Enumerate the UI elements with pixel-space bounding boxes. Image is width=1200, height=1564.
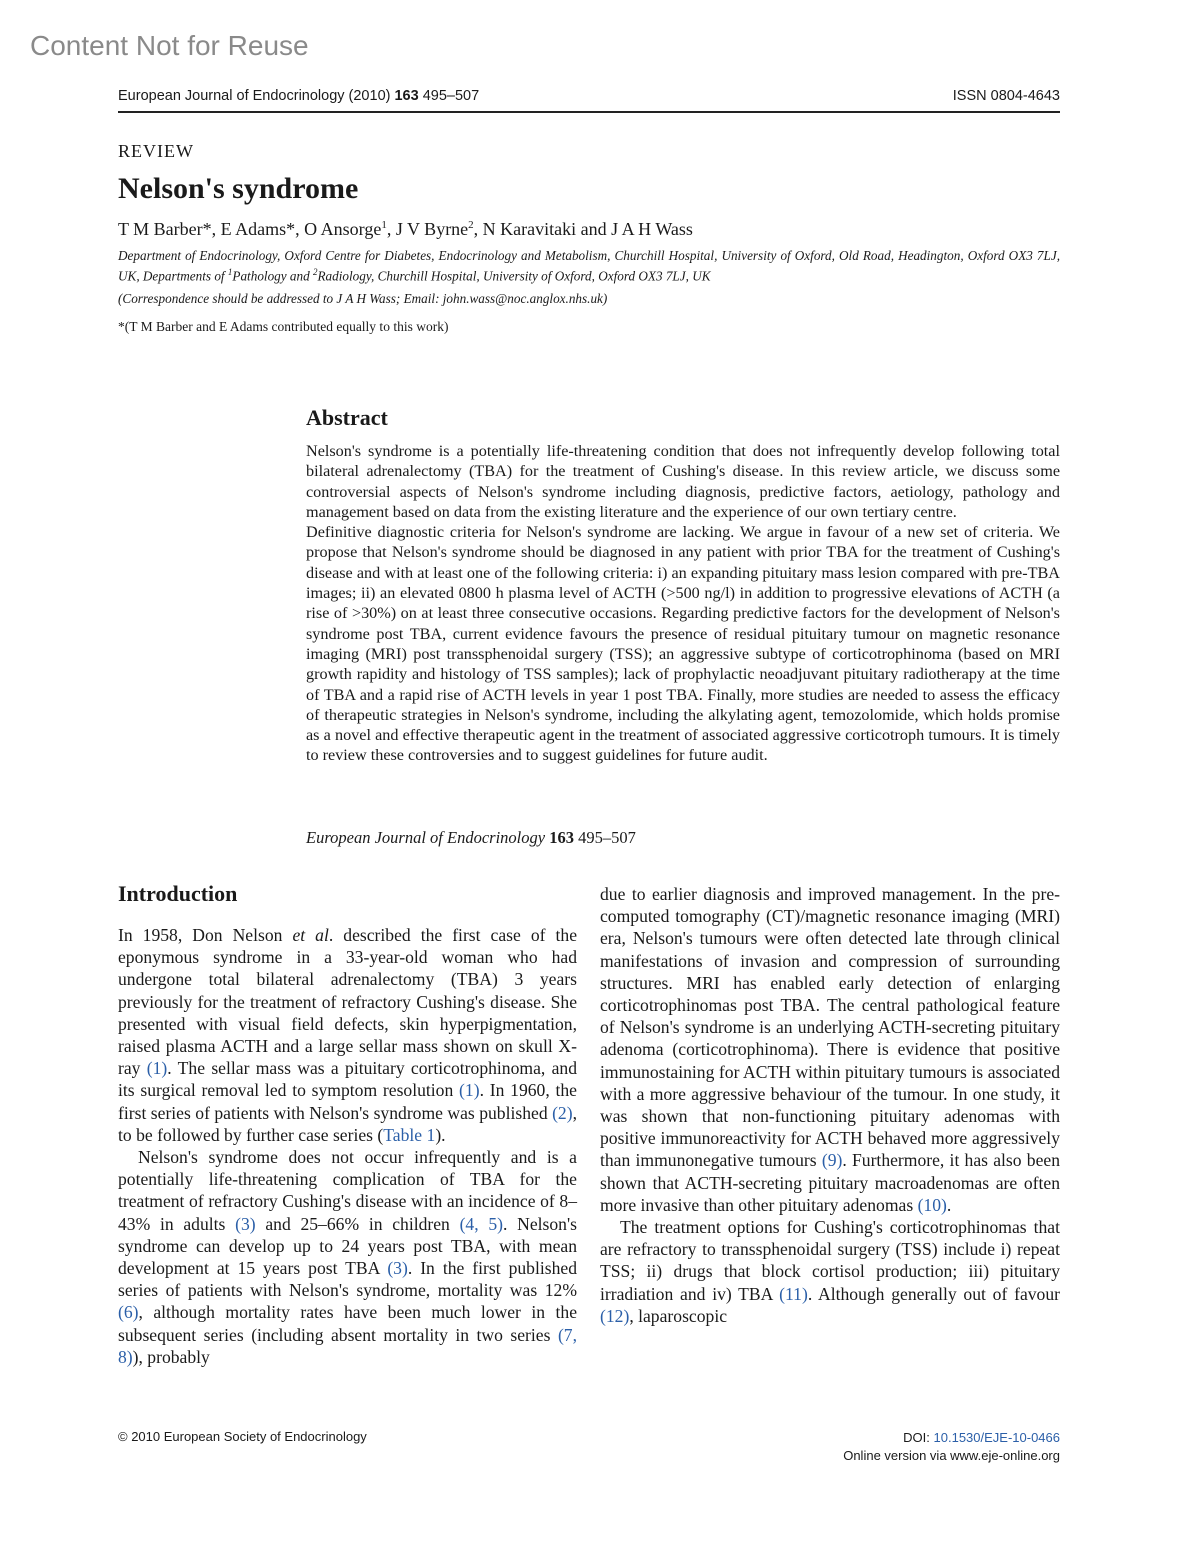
text-run: . In 1960, the first series of patients with Nelson's syndrome was published xyxy=(118,1080,577,1123)
equal-contribution-note: *(T M Barber and E Adams contributed equally to this work) xyxy=(118,319,449,334)
citation-link[interactable]: (9) xyxy=(821,1150,843,1171)
abstract-citation: European Journal of Endocrinology 163 495–507 xyxy=(306,828,636,847)
article-title: Nelson's syndrome xyxy=(118,172,359,205)
citation-link[interactable]: (7, 8) xyxy=(118,1324,577,1367)
citation-link[interactable]: Table 1 xyxy=(383,1124,436,1145)
correspondence: (Correspondence should be addressed to J A H Wass; Email: john.wass@noc.anglox.nhs.uk) xyxy=(118,291,608,306)
copyright: © 2010 European Society of Endocrinology xyxy=(118,1429,367,1444)
affiliations: Department of Endocrinology, Oxford Centre for Diabetes, Endocrinology and Metabolism, Churchill Hospital, University of Oxford, Old Road, Headington, Oxford OX3 7LJ, UK, Departments of $^1$Pathology and $^2$Radiology, Churchill Hospital, University of Oxford, Oxford OX3 7LJ, UK xyxy=(118,248,1060,284)
abstract-heading: Abstract xyxy=(306,405,388,430)
right-column xyxy=(600,883,1060,1327)
text-run: , laparoscopic xyxy=(629,1305,728,1326)
affiliation-marker: 1 xyxy=(381,219,387,231)
italic-text: et al xyxy=(292,925,329,945)
journal-reference: European Journal of Endocrinology (2010) 163 495–507 xyxy=(118,88,480,104)
citation-link[interactable]: (10) xyxy=(917,1194,947,1215)
watermark: Content Not for Reuse xyxy=(30,30,309,61)
abstract-paragraph: Definitive diagnostic criteria for Nelson's syndrome are lacking. We argue in favour of a new set of criteria. We propose that Nelson's syndrome should be diagnosed in any patient with prior TBA for the treatment of Cushing's disease and with at least one of the following criteria: i) an expanding pituitary mass lesion compared with pre-TBA images; ii) an elevated 0800 h plasma level of ACTH (>500 ng/l) in addition to progressive elevations of ACTH (a rise of >30%) on at least three consecutive occasions. Regarding predictive factors for the development of Nelson's syndrome post TBA, current evidence favours the presence of residual pituitary tumour on magnetic resonance imaging (MRI) post transsphenoidal surgery (TSS); an aggressive subtype of corticotrophinoma (based on MRI growth rapidity and histology of TSS samples); lack of prophylactic neoadjuvant pituitary radiotherapy at the time of TBA and a rapid rise of ACTH levels in year 1 post TBA. Finally, more studies are needed to assess the efficacy of therapeutic strategies in Nelson's syndrome, including the alkylating agent, temozolomide, which holds promise as a novel and effective therapeutic agent in the treatment of associated aggressive corticotroph tumours. It is timely to review these controversies and to suggest guidelines for future audit. xyxy=(306,523,1060,765)
author: O Ansorge xyxy=(304,219,382,239)
author: T M Barber* xyxy=(118,219,212,239)
text-run: In 1958, Don Nelson xyxy=(118,925,293,945)
text-run: , although mortality rates have been much lower in the subsequent series (including absent mortality in two series xyxy=(118,1302,577,1345)
author: J V Byrne xyxy=(395,219,469,239)
text-run: The treatment options for Cushing's corticotrophinomas that are refractory to transsphenoidal surgery (TSS) include i) repeat TSS; ii) drugs that block cortisol production; iii) pituitary irradiation and iv) TBA xyxy=(600,1217,1060,1304)
text-run: . Furthermore, it has also been shown that ACTH-secreting pituitary macroadenomas are often more invasive than other pituitary adenomas xyxy=(600,1150,1060,1215)
citation-link[interactable]: (6) xyxy=(118,1302,139,1323)
text-run: , to be followed by further case series ( xyxy=(118,1102,577,1145)
author: E Adams* xyxy=(220,219,296,239)
article-type: REVIEW xyxy=(118,141,194,161)
issn: ISSN 0804-4643 xyxy=(952,88,1060,104)
header-rule xyxy=(118,111,1060,113)
citation-link[interactable]: (3) xyxy=(235,1213,256,1234)
text-run: Nelson's syndrome does not occur infrequently and is a potentially life-threatening complication of TBA for the treatment of refractory Cushing's disease with an incidence of 8–43% in adults xyxy=(118,1147,577,1234)
author-list: T M Barber*, E Adams*, O Ansorge$^1$, J V Byrne$^2$, N Karavitaki and J A H Wass xyxy=(118,219,693,239)
text-run: . Although generally out of favour xyxy=(807,1283,1061,1304)
text-run: . described the first case of the eponymous syndrome in a 33-year-old woman who had undergone total bilateral adrenalectomy (TBA) 3 years previously for the treatment of refractory Cushing's disease. She presented with visual field defects, skin hyperpigmentation, raised plasma ACTH and a large sellar mass shown on skull X-ray xyxy=(118,925,578,1079)
text-run: . In the first published series of patients with Nelson's syndrome, mortality was 12% xyxy=(118,1258,577,1301)
author: N Karavitaki and J A H Wass xyxy=(482,219,693,239)
citation-link[interactable]: (11) xyxy=(779,1283,808,1304)
text-run: and 25–66% in children xyxy=(255,1213,460,1234)
doi: DOI: 10.1530/EJE-10-0466 xyxy=(903,1430,1060,1445)
citation-link[interactable]: (1) xyxy=(459,1080,480,1101)
doi-link[interactable]: 10.1530/EJE-10-0466 xyxy=(933,1430,1060,1445)
text-run: . xyxy=(946,1194,952,1215)
text-run: . Nelson's syndrome can develop up to 24 years post TBA, with mean development at 15 years post TBA xyxy=(118,1213,577,1279)
introduction-heading: Introduction xyxy=(118,881,238,906)
abstract-body xyxy=(306,441,1060,766)
citation-link[interactable]: (12) xyxy=(600,1305,630,1326)
citation-link[interactable]: (3) xyxy=(387,1258,408,1279)
abstract-paragraph: Nelson's syndrome is a potentially life-threatening condition that does not infrequently develop following total bilateral adrenalectomy (TBA) for the treatment of Cushing's disease. In this review article, we discuss some controversial aspects of Nelson's syndrome including diagnosis, predictive factors, aetiology, pathology and management based on data from the existing literature and the experience of our own tertiary centre. xyxy=(306,442,1060,521)
citation-link[interactable]: (1) xyxy=(146,1058,168,1079)
body-paragraph xyxy=(118,1146,577,1368)
text-run: due to earlier diagnosis and improved management. In the pre-computed tomography (CT)/magnetic resonance imaging (MRI) era, Nelson's tumours were often detected late through clinical manifestations of invasion and compression of surrounding structures. MRI has enabled early detection of enlarging corticotrophinomas post TBA. The central pathological feature of Nelson's syndrome is an underlying ACTH-secreting pituitary adenoma (corticotrophinoma). There is evidence that positive immunostaining for ACTH within pituitary tumours is associated with a more aggressive behaviour of the tumour. In one study, it was shown that non-functioning pituitary adenomas with positive immunoreactivity for ACTH behaved more aggressively than immunonegative tumours xyxy=(600,884,1060,1171)
text-run: ), probably xyxy=(132,1346,210,1367)
citation-link[interactable]: (2) xyxy=(552,1102,573,1123)
body-paragraph xyxy=(600,883,1060,1216)
text-run: . The sellar mass was a pituitary corticotrophinoma, and its surgical removal led to symptom resolution xyxy=(118,1058,577,1101)
running-header xyxy=(118,88,1060,104)
footer-right xyxy=(843,1429,1060,1465)
body-paragraph xyxy=(118,924,577,1146)
body-paragraph xyxy=(600,1216,1060,1327)
text-run: ). xyxy=(435,1124,446,1145)
left-column xyxy=(118,924,577,1368)
online-version: Online version via www.eje-online.org xyxy=(843,1448,1060,1463)
affiliation-marker: 2 xyxy=(468,219,474,231)
citation-link[interactable]: (4, 5) xyxy=(459,1213,504,1234)
